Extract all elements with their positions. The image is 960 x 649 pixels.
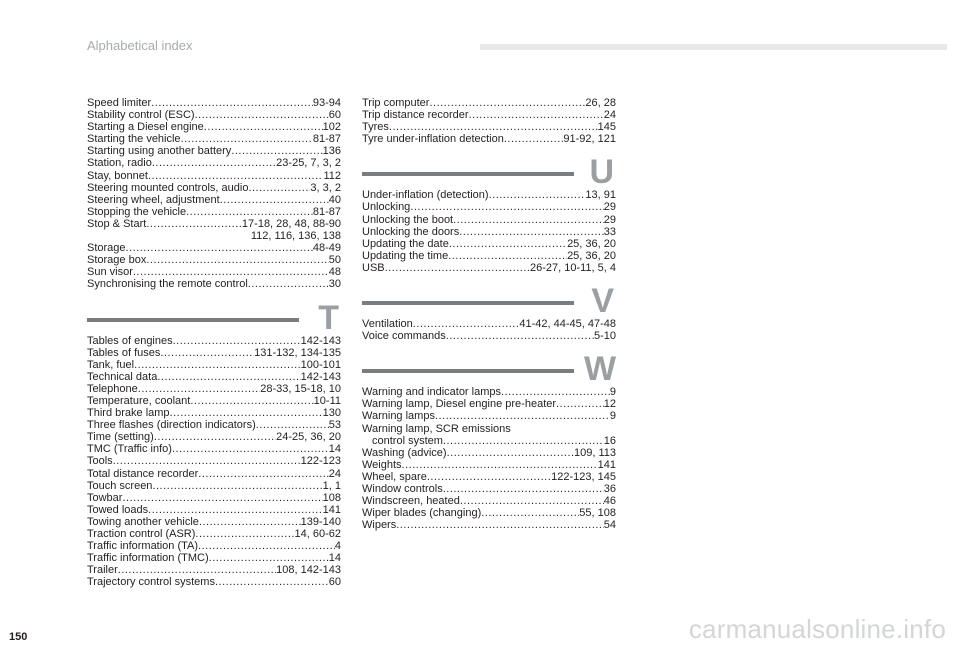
entry-label: Steering wheel, adjustment [87, 193, 220, 206]
entry-pages-continuation: 112, 116, 136, 138 [250, 230, 341, 243]
entry-pages: 130 [322, 407, 341, 420]
section-header [362, 350, 617, 389]
entry-label: Warning lamps [362, 410, 435, 423]
entry-label: Tables of engines [87, 334, 173, 347]
dot-leader [449, 238, 567, 250]
entry-pages: 108 [322, 491, 341, 504]
index-subentry [362, 435, 616, 447]
entry-pages: 136 [322, 145, 341, 158]
index-entry [87, 121, 341, 133]
index-entry [87, 145, 341, 157]
entry-label: Washing (advice) [362, 446, 447, 459]
index-entry [87, 206, 341, 218]
dot-leader [447, 447, 574, 459]
entry-pages: 145 [597, 121, 616, 134]
dot-leader [435, 410, 610, 422]
entry-pages: 122-123, 145 [551, 470, 616, 483]
entry-pages: 9 [609, 410, 616, 423]
dot-leader [154, 431, 276, 443]
index-entry [87, 359, 341, 371]
entry-pages: 60 [328, 576, 341, 589]
entry-pages: 24 [328, 467, 341, 480]
entry-pages: 29 [603, 201, 616, 214]
entry-label: Tyre under-inflation detection [362, 133, 504, 146]
entry-label: Stop & Start [87, 217, 147, 230]
entry-pages: 25, 36, 20 [567, 249, 616, 262]
dot-leader [501, 386, 610, 398]
index-entry [87, 133, 341, 145]
index-entry [87, 504, 341, 516]
entry-pages: 109, 113 [573, 446, 616, 459]
entry-pages: 122-123 [300, 455, 341, 468]
index-entry [87, 97, 341, 109]
dot-leader [204, 121, 323, 133]
entry-label: TMC (Traffic info) [87, 443, 172, 456]
section-letter: T [318, 298, 339, 337]
entry-pages: 41-42, 44-45, 47-48 [519, 318, 616, 331]
index-entry [87, 194, 341, 206]
entry-label: Station, radio [87, 157, 152, 170]
entry-pages: 9 [609, 386, 616, 399]
dot-leader [148, 504, 322, 516]
index-entry [87, 182, 341, 194]
index-entry [87, 266, 341, 278]
dot-leader [248, 182, 310, 194]
dot-leader [195, 528, 294, 540]
index-entry [362, 386, 616, 398]
index-entry [362, 519, 616, 531]
index-entry [362, 507, 616, 519]
index-entry [362, 447, 616, 459]
index-entry [87, 528, 341, 540]
entry-label: Unlocking the doors [362, 225, 460, 238]
index-entry [87, 480, 341, 492]
entry-pages: 5-10 [593, 330, 616, 343]
index-entry [362, 189, 616, 201]
dot-leader [429, 97, 585, 109]
entry-pages: 48-49 [312, 242, 341, 255]
index-entry [362, 495, 616, 507]
entry-label: Touch screen [87, 479, 153, 492]
entry-label: Wipers [362, 519, 397, 532]
dot-leader [138, 383, 260, 395]
dot-leader [220, 194, 329, 206]
entry-pages: 81-87 [312, 205, 341, 218]
dot-leader [504, 133, 564, 145]
entry-label: Starting using another battery [87, 145, 232, 158]
index-entry [87, 109, 341, 121]
entry-pages: 13, 91 [585, 189, 616, 202]
dot-leader [489, 189, 586, 201]
index-entry [87, 218, 341, 230]
index-entry [362, 109, 616, 121]
section-letter: W [584, 350, 617, 389]
dot-leader [186, 206, 313, 218]
index-entry [362, 226, 616, 238]
section-rule [362, 301, 574, 305]
dot-leader [190, 395, 313, 407]
entry-pages: 14 [328, 552, 341, 565]
dot-leader [146, 218, 242, 230]
index-entry [87, 157, 341, 169]
entry-label: Traffic information (TMC) [87, 552, 209, 565]
entry-pages: 1, 1 [322, 479, 341, 492]
entry-label: Sun visor [87, 266, 133, 279]
index-entry [362, 238, 616, 250]
dot-leader [146, 254, 328, 266]
index-entry [87, 335, 341, 347]
entry-label: USB [362, 261, 385, 274]
subentry-pages: 16 [603, 434, 616, 447]
entry-label: Towed loads [87, 503, 149, 516]
dot-leader [133, 266, 329, 278]
index-entry [362, 97, 616, 109]
index-entry [87, 419, 341, 431]
entry-pages: 142-143 [300, 370, 341, 383]
dot-leader [198, 468, 328, 480]
header-title: Alphabetical index [87, 38, 193, 53]
dot-leader [172, 443, 329, 455]
entry-pages: 55, 108 [579, 507, 616, 520]
entry-label: Synchronising the remote control [87, 278, 248, 291]
entry-pages: 24 [603, 109, 616, 122]
entry-pages: 23-25, 7, 3, 2 [276, 157, 341, 170]
dot-leader [134, 359, 301, 371]
entry-pages: 24-25, 36, 20 [276, 431, 341, 444]
entry-label: Trip computer [362, 97, 430, 109]
entry-pages: 91-92, 121 [563, 133, 616, 146]
entry-pages: 40 [328, 193, 341, 206]
entry-label: Updating the time [362, 249, 449, 262]
dot-leader [385, 262, 530, 274]
entry-pages: 54 [603, 519, 616, 532]
entry-pages: 26, 28 [585, 97, 616, 109]
entry-pages: 102 [322, 121, 341, 134]
entry-label: Steering mounted controls, audio [87, 181, 249, 194]
dot-leader [248, 278, 329, 290]
entry-pages: 93-94 [312, 97, 341, 109]
index-entry [362, 459, 616, 471]
entry-pages: 25, 36, 20 [567, 237, 616, 250]
dot-leader [198, 540, 335, 552]
entry-pages: 36 [603, 482, 616, 495]
dot-leader [453, 214, 604, 226]
dot-leader [446, 330, 594, 342]
index-entry [362, 330, 616, 342]
dot-leader [157, 371, 300, 383]
entry-pages: 53 [328, 419, 341, 432]
entry-label: Starting the vehicle [87, 133, 181, 146]
index-entry [87, 516, 341, 528]
dot-leader [410, 201, 603, 213]
page-number: 150 [9, 631, 28, 643]
index-column-left [87, 97, 341, 588]
dot-leader [195, 109, 329, 121]
index-entry [87, 170, 341, 182]
index-column-right [362, 97, 616, 531]
entry-pages: 108, 142-143 [276, 564, 341, 577]
entry-pages: 28-33, 15-18, 10 [260, 382, 341, 395]
section-header [87, 298, 341, 337]
entry-pages: 46 [603, 495, 616, 508]
entry-label: Window controls [362, 482, 443, 495]
section-rule [362, 369, 574, 373]
index-entry [87, 552, 341, 564]
dot-leader [427, 471, 551, 483]
dot-leader [181, 133, 313, 145]
index-entry [362, 483, 616, 495]
section-header [362, 282, 616, 321]
index-entry [87, 468, 341, 480]
index-entry [362, 250, 616, 262]
entry-label: Starting a Diesel engine [87, 121, 204, 134]
dot-leader [481, 507, 579, 519]
dot-leader [151, 97, 313, 109]
index-entry [87, 407, 341, 419]
index-entry [87, 383, 341, 395]
entry-label: Warning lamp, SCR emissions [362, 422, 511, 435]
dot-leader [448, 250, 567, 262]
index-entry [87, 564, 341, 576]
entry-label: Tyres [362, 121, 389, 134]
entry-label: Total distance recorder [87, 467, 199, 480]
entry-label: Under-inflation (detection) [362, 189, 489, 202]
entry-label: Weights [362, 458, 402, 471]
dot-leader [199, 516, 301, 528]
section-header [362, 153, 616, 192]
entry-label: Stability control (ESC) [87, 109, 195, 122]
entry-label: Wheel, spare [362, 470, 427, 483]
entry-pages: 142-143 [300, 334, 341, 347]
entry-label: Storage box [87, 254, 147, 267]
index-entry [87, 576, 341, 588]
entry-label: Tank, fuel [87, 358, 135, 371]
index-entry [362, 318, 616, 330]
index-entry [87, 278, 341, 290]
dot-leader [122, 492, 322, 504]
dot-leader [469, 109, 604, 121]
entry-label: Stopping the vehicle [87, 205, 187, 218]
index-entry [362, 201, 616, 213]
entry-label: Updating the date [362, 237, 449, 250]
entry-pages: 3, 3, 2 [310, 181, 341, 194]
index-entry [362, 214, 616, 226]
dot-leader [126, 242, 313, 254]
entry-pages: 29 [603, 213, 616, 226]
dot-leader [389, 121, 598, 133]
entry-label: Tools [87, 455, 113, 468]
index-entry [362, 133, 616, 145]
entry-label: Storage [87, 242, 126, 255]
watermark: carmanualsonline.info [688, 614, 946, 644]
index-entry [87, 242, 341, 254]
index-entry [362, 471, 616, 483]
index-entry [362, 423, 616, 435]
dot-leader [152, 480, 322, 492]
entry-label: Tables of fuses [87, 346, 161, 359]
entry-pages: 48 [328, 266, 341, 279]
dot-leader [396, 519, 604, 531]
entry-label: Traffic information (TA) [87, 540, 199, 553]
dot-leader [556, 398, 604, 410]
index-entry [87, 347, 341, 359]
dot-leader [113, 455, 301, 467]
index-entry [87, 540, 341, 552]
index-entry [87, 395, 341, 407]
entry-pages: 17-18, 28, 48, 88-90 [241, 217, 341, 230]
section-rule [87, 318, 299, 322]
entry-label: Warning and indicator lamps [362, 386, 501, 399]
entry-pages: 50 [328, 254, 341, 267]
entry-label: Towing another vehicle [87, 515, 199, 528]
index-entry [87, 371, 341, 383]
entry-pages: 30 [328, 278, 341, 291]
entry-pages: 141 [322, 503, 341, 516]
section-letter: V [591, 282, 614, 321]
entry-label: Warning lamp, Diesel engine pre-heater [362, 398, 557, 411]
entry-pages: 139-140 [300, 515, 341, 528]
index-entry [362, 262, 616, 274]
entry-pages: 14, 60-62 [294, 528, 341, 540]
header-bar [480, 44, 947, 50]
entry-label: Stay, bonnet [87, 169, 148, 182]
dot-leader [160, 347, 254, 359]
dot-leader [173, 335, 301, 347]
entry-pages: 131-132, 134-135 [254, 346, 341, 359]
entry-label: Three flashes (direction indicators) [87, 419, 256, 432]
entry-pages: 4 [334, 540, 341, 553]
index-entry [87, 492, 341, 504]
dot-leader [231, 145, 322, 157]
entry-label: Windscreen, heated [362, 495, 460, 508]
entry-label: Traction control (ASR) [87, 528, 196, 540]
entry-pages: 81-87 [312, 133, 341, 146]
entry-label: Wiper blades (changing) [362, 507, 482, 520]
entry-pages: 10-11 [313, 394, 341, 407]
entry-pages: 26-27, 10-11, 5, 4 [529, 261, 616, 274]
index-entry [362, 121, 616, 133]
dot-leader [443, 435, 604, 447]
entry-label: Temperature, coolant [87, 394, 191, 407]
dot-leader [152, 157, 276, 169]
entry-label: Unlocking [362, 201, 411, 214]
entry-pages: 112 [323, 169, 341, 182]
index-entry [87, 455, 341, 467]
index-entry [87, 431, 341, 443]
index-entry [362, 410, 616, 422]
entry-label: Technical data [87, 370, 158, 383]
dot-leader [215, 576, 329, 588]
entry-pages: 100-101 [300, 358, 341, 371]
entry-label: Voice commands [362, 330, 446, 343]
entry-pages: 141 [597, 458, 616, 471]
entry-label: Speed limiter [87, 97, 152, 109]
entry-label: Trip distance recorder [362, 109, 469, 122]
entry-pages: 14 [328, 443, 341, 456]
dot-leader [256, 419, 329, 431]
entry-pages: 33 [603, 225, 616, 238]
dot-leader [443, 483, 604, 495]
dot-leader [402, 459, 598, 471]
dot-leader [170, 407, 323, 419]
entry-label: Ventilation [362, 318, 413, 331]
section-rule [362, 172, 574, 176]
dot-leader [460, 495, 604, 507]
index-entry [87, 443, 341, 455]
entry-label: Unlocking the boot [362, 213, 454, 226]
index-entry [362, 398, 616, 410]
dot-leader [148, 170, 324, 182]
index-entry [87, 254, 341, 266]
entry-label: Telephone [87, 382, 138, 395]
entry-pages: 12 [603, 398, 616, 411]
dot-leader [459, 226, 604, 238]
entry-label: Trailer [87, 564, 118, 577]
section-letter: U [589, 153, 614, 192]
entry-label: Third brake lamp [87, 407, 170, 420]
subentry-label: control system [372, 434, 443, 447]
entry-pages: 60 [328, 109, 341, 122]
dot-leader [118, 564, 276, 576]
entry-label: Trajectory control systems [87, 576, 215, 589]
entry-label: Time (setting) [87, 431, 154, 444]
dot-leader [413, 318, 520, 330]
entry-label: Towbar [87, 491, 123, 504]
dot-leader [209, 552, 329, 564]
